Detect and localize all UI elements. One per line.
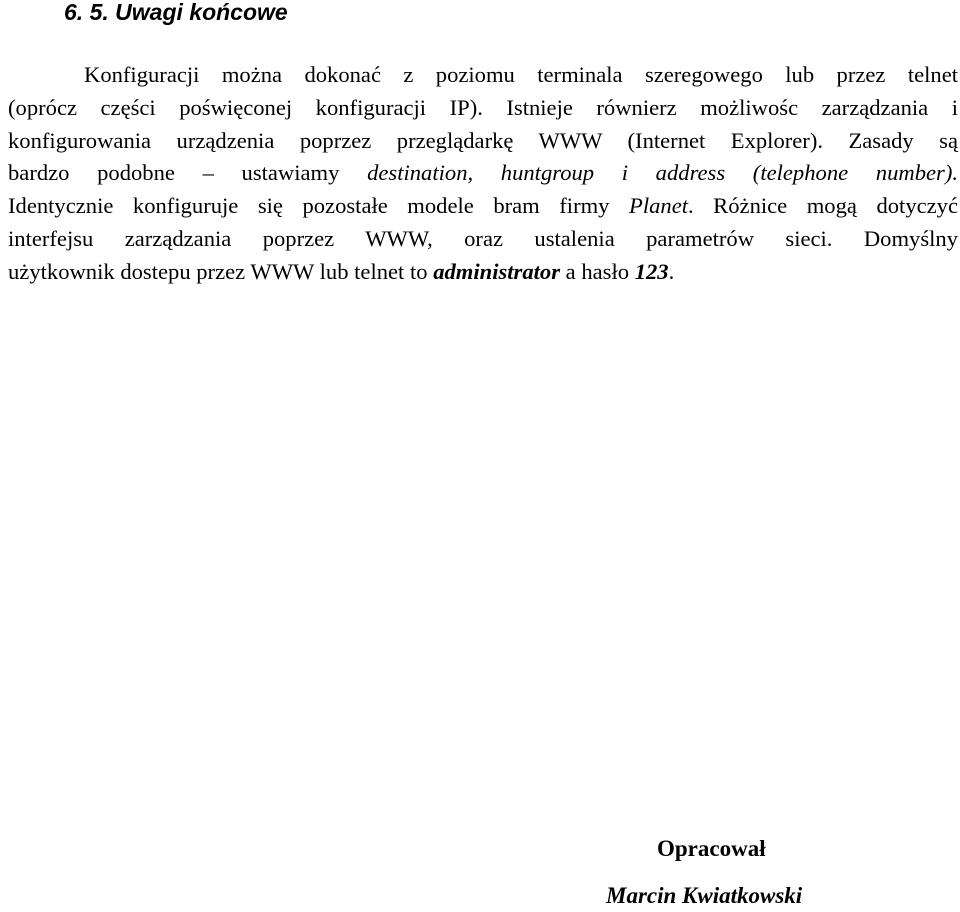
paragraph-line-6: interfejsu zarządzania poprzez WWW, oraz ustalenia parametrów sieci. Domyślny (8, 225, 958, 251)
author-label: Opracował (657, 836, 766, 861)
paragraph-line-7 (8, 256, 958, 289)
paragraph-line-5 (8, 190, 958, 223)
line-7-period: . (668, 258, 675, 284)
line-5-text: Identycznie konfiguruje się pozostałe modele bram firmy (8, 193, 630, 219)
line-5-text-end: . Różnice mogą dotyczyć (688, 193, 958, 219)
line-4-text: bardzo podobne – ustawiamy (8, 160, 368, 186)
line-7-text: użytkownik dostepu przez WWW lub telnet to (8, 258, 434, 284)
author-name: Marcin Kwiatkowski (606, 883, 803, 908)
paragraph-line-3: konfigurowania urządzenia poprzez przeglądarkę WWW (Internet Explorer). Zasady są (8, 127, 958, 153)
paragraph-line-4 (8, 157, 958, 190)
section-title: Uwagi końcowe (115, 0, 288, 25)
config-terms: destination, huntgroup i address (telephone number). (367, 160, 958, 186)
body-paragraph (8, 59, 958, 289)
default-username: administrator (433, 258, 561, 284)
section-number: 6. 5. (64, 0, 109, 25)
brand-name: Planet (629, 193, 688, 219)
paragraph-line-2: (oprócz części poświęconej konfiguracji IP). Istnieje równierz możliwośc zarządzania i (8, 94, 958, 120)
paragraph-line-1: Konfiguracji można dokonać z poziomu terminala szeregowego lub przez telnet (84, 62, 958, 87)
default-password: 123 (634, 258, 669, 284)
section-heading (64, 0, 288, 28)
line-7-password-label: a hasło (560, 258, 635, 284)
